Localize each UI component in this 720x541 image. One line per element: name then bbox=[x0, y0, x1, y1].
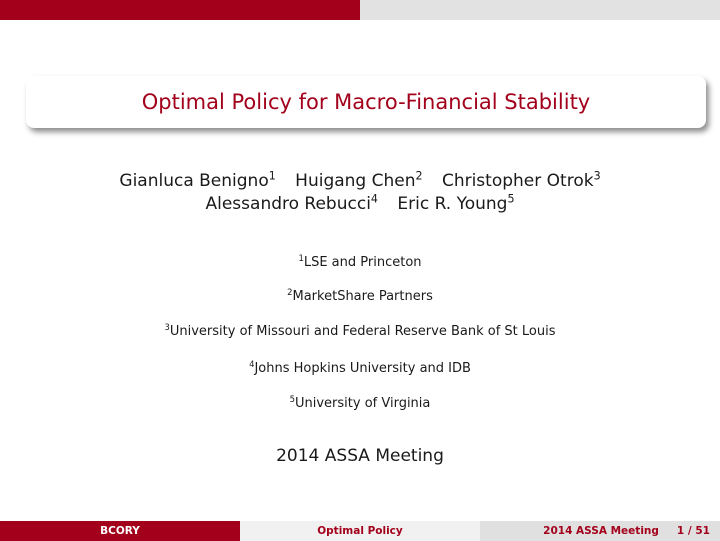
authors-row-1 bbox=[0, 171, 720, 191]
affiliation-marker: 2 bbox=[287, 286, 293, 297]
footer-event-name: 2014 ASSA Meeting bbox=[543, 525, 659, 537]
author-name: Christopher Otrok bbox=[441, 171, 594, 191]
author-name: Eric R. Young bbox=[397, 194, 508, 214]
author bbox=[295, 171, 422, 191]
top-bar-remainder bbox=[360, 0, 720, 20]
author-affiliation-marker: 5 bbox=[507, 192, 515, 206]
top-bar-accent bbox=[0, 0, 360, 20]
footer-event bbox=[480, 521, 720, 541]
author-name: Alessandro Rebucci bbox=[205, 194, 371, 214]
affiliation bbox=[0, 321, 720, 339]
affiliation-marker: 4 bbox=[249, 358, 255, 369]
footer-authors: BCORY bbox=[0, 521, 240, 541]
authors-row-2 bbox=[0, 194, 720, 214]
author bbox=[442, 171, 601, 191]
affiliation-marker: 5 bbox=[289, 393, 295, 404]
page-number: 1 / 51 bbox=[676, 525, 710, 537]
author-affiliation-marker: 4 bbox=[370, 192, 378, 206]
affiliation-text: MarketShare Partners bbox=[292, 289, 433, 304]
affiliation-marker: 1 bbox=[298, 252, 304, 263]
author-name: Gianluca Benigno bbox=[119, 171, 269, 191]
author-affiliation-marker: 1 bbox=[268, 169, 276, 183]
authors-block bbox=[0, 171, 720, 214]
author-name: Huigang Chen bbox=[295, 171, 416, 191]
author bbox=[206, 194, 378, 214]
slide-title: Optimal Policy for Macro-Financial Stability bbox=[141, 90, 591, 114]
author-affiliation-marker: 2 bbox=[415, 169, 423, 183]
affiliation bbox=[0, 252, 720, 270]
affiliation-marker: 3 bbox=[164, 321, 170, 332]
affiliation bbox=[0, 358, 720, 376]
affiliation-text: Johns Hopkins University and IDB bbox=[254, 361, 471, 376]
affiliation bbox=[0, 286, 720, 304]
affiliation-text: LSE and Princeton bbox=[303, 255, 422, 270]
affiliation-text: University of Missouri and Federal Reserve Bank of St Louis bbox=[169, 324, 556, 339]
footer-bar bbox=[0, 521, 720, 541]
author bbox=[397, 194, 514, 214]
author-affiliation-marker: 3 bbox=[593, 169, 601, 183]
affiliation-text: University of Virginia bbox=[294, 396, 431, 411]
footer-short-title: Optimal Policy bbox=[240, 521, 480, 541]
meeting-name: 2014 ASSA Meeting bbox=[276, 446, 444, 466]
top-progress-bar bbox=[0, 0, 720, 20]
author bbox=[119, 171, 275, 191]
affiliation bbox=[0, 393, 720, 411]
title-box bbox=[26, 76, 706, 128]
